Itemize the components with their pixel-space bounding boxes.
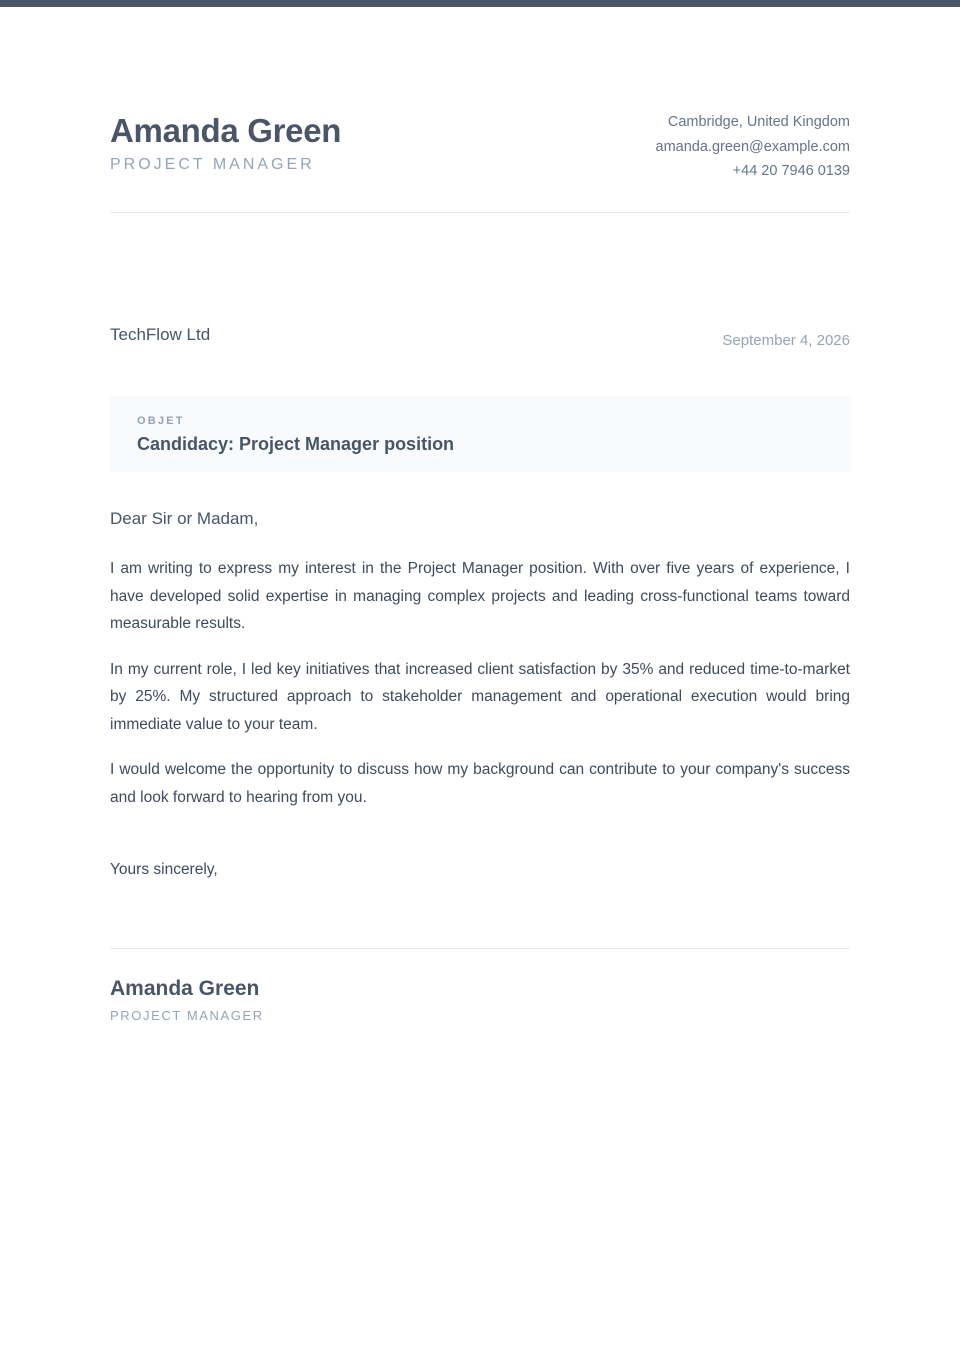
body-paragraph: I am writing to express my interest in the Project Manager position. With over five years of experience, I have developed solid expertise in managing complex projects and leading cross-functional teams toward measurable results. <box>110 560 850 632</box>
subject-label: OBJET <box>137 415 185 427</box>
subject-text: Candidacy: Project Manager position <box>137 434 455 454</box>
sender-name: Amanda Green <box>110 112 342 149</box>
header-divider <box>110 212 850 213</box>
sender-role: PROJECT MANAGER <box>110 156 315 173</box>
letter-date: September 4, 2026 <box>722 332 850 349</box>
contact-email[interactable]: amanda.green@example.com <box>655 138 850 155</box>
closing: Yours sincerely, <box>110 861 218 878</box>
subject-box <box>110 396 851 472</box>
recipient-company: TechFlow Ltd <box>110 325 211 344</box>
signature-divider <box>110 948 850 949</box>
contact-phone[interactable]: +44 20 7946 0139 <box>732 163 850 179</box>
top-accent-bar <box>0 0 960 7</box>
body-paragraph: I would welcome the opportunity to discuss how my background can contribute to your company's success and look forward to hearing from you. <box>110 761 850 806</box>
signature-name: Amanda Green <box>110 977 260 1000</box>
contact-block <box>656 110 850 184</box>
body-paragraph: In my current role, I led key initiatives that increased client satisfaction by 35% and reduced time-to-market by 25%. My structured approach to stakeholder management and operational execution would bring immediate value to your team. <box>110 660 850 733</box>
contact-location: Cambridge, United Kingdom <box>667 114 850 130</box>
letter-body <box>110 555 850 829</box>
signature-role: PROJECT MANAGER <box>110 1008 264 1023</box>
greeting: Dear Sir or Madam, <box>110 509 259 528</box>
